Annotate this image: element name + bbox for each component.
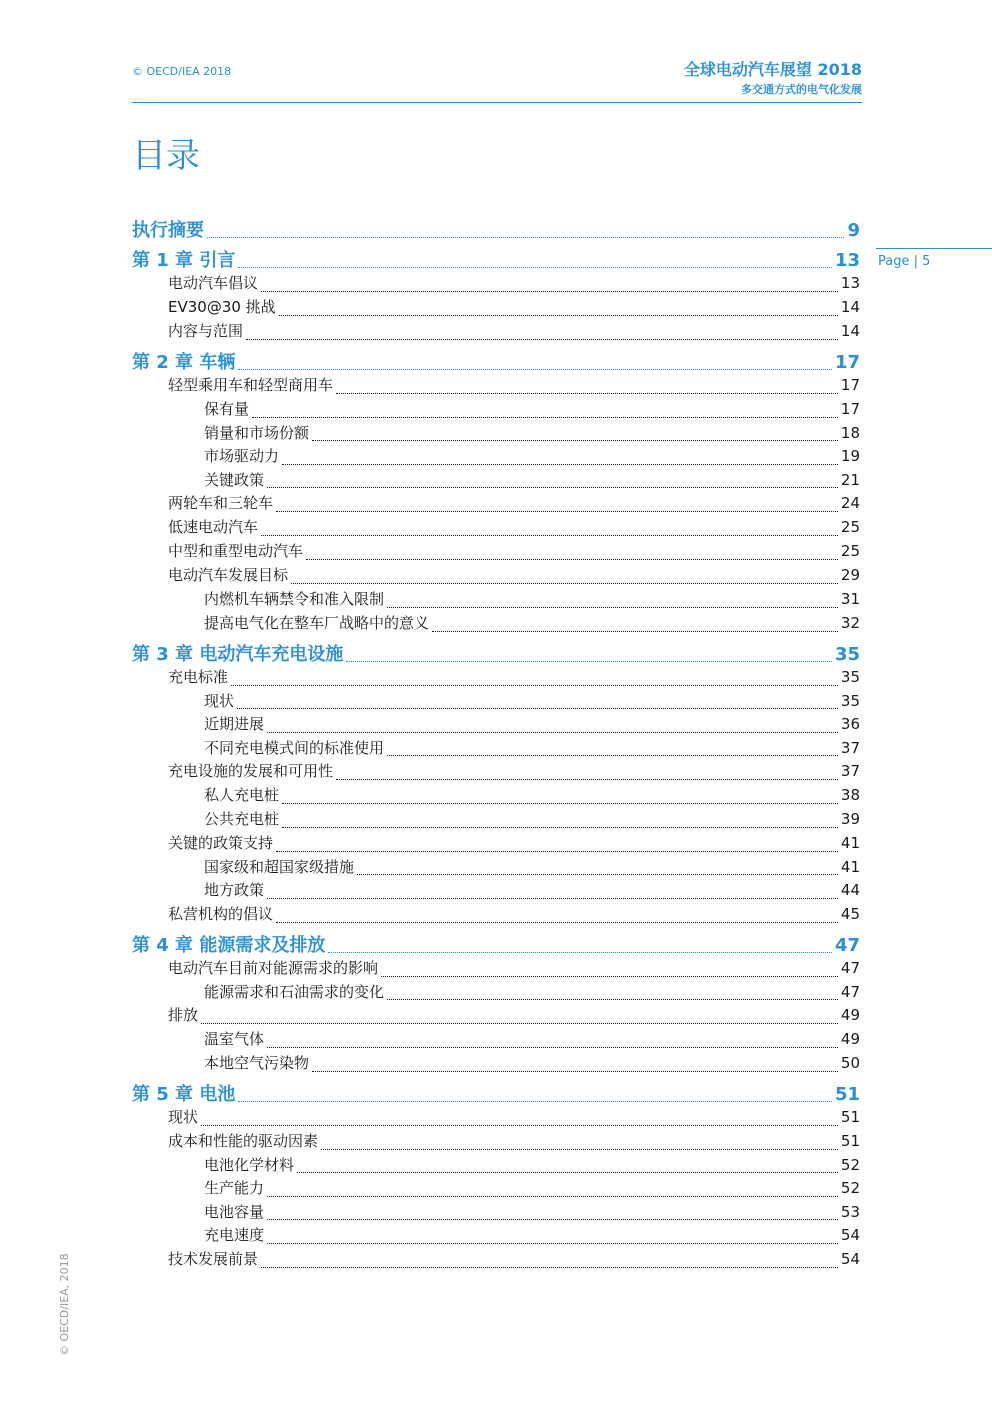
toc-entry[interactable] [132,808,860,832]
page-number: Page | 5 [878,254,931,269]
toc-dot-leader [261,534,838,536]
toc-entry-page: 52 [840,1155,860,1174]
toc-dot-leader [238,1100,832,1102]
toc-entry[interactable] [132,320,860,344]
toc-entry[interactable] [132,516,860,540]
toc-dot-leader [297,1171,838,1173]
toc-entry-page: 21 [840,470,860,489]
toc-entry-page: 47 [840,958,860,977]
toc-entry[interactable] [132,469,860,493]
toc-entry-label: 排放 [168,1006,199,1025]
toc-entry-label: 电池容量 [204,1202,265,1221]
toc-entry-label: 私营机构的倡议 [168,904,274,923]
toc-entry-label: 内燃机车辆禁令和准入限制 [204,590,385,609]
toc-entry[interactable] [132,1106,860,1130]
toc-entry-label: 现状 [204,691,235,710]
toc-dot-leader [336,392,838,394]
toc-entry-page: 41 [840,833,860,852]
toc-entry-label: 充电速度 [204,1226,265,1245]
toc-entry-page: 14 [840,322,860,340]
toc-dot-leader [267,1218,838,1220]
toc-entry-label: 不同充电模式间的标准使用 [204,738,385,757]
toc-entry[interactable] [132,445,860,469]
toc-entry[interactable] [132,690,860,714]
header-divider [132,102,862,103]
toc-entry-label: 现状 [168,1107,199,1126]
toc-entry-page: 39 [840,809,860,828]
toc-entry-label: 公共充电桩 [204,809,280,828]
toc-entry-label: 轻型乘用车和轻型商用车 [168,376,334,394]
toc-dot-leader [201,1124,838,1126]
toc-entry[interactable] [132,564,860,588]
toc-dot-leader [201,1022,838,1024]
toc-entry-label: 国家级和超国家级措施 [204,857,355,876]
toc-entry[interactable] [132,612,860,636]
toc-dot-leader [357,873,838,875]
toc-entry-label: 电动汽车倡议 [168,274,259,292]
toc-entry[interactable] [132,713,860,737]
toc-entry[interactable] [132,760,860,784]
toc-dot-leader [328,951,832,953]
toc-entry[interactable] [132,1154,860,1178]
toc-dot-leader [387,998,838,1000]
toc-entry[interactable] [132,737,860,761]
toc-entry-page: 24 [840,494,860,513]
toc-entry-label: 执行摘要 [132,220,204,241]
toc-entry-label: 电动汽车目前对能源需求的影响 [168,958,379,977]
toc-entry[interactable] [132,903,860,927]
toc-entry-page: 47 [840,982,860,1001]
toc-dot-leader [238,266,832,268]
toc-entry[interactable] [132,588,860,612]
toc-entry-label: 第 2 章 车辆 [132,352,236,373]
toc-entry-label: 内容与范围 [168,322,244,340]
toc-entry-label: 充电标准 [168,667,229,686]
toc-dot-leader [267,1242,838,1244]
toc-entry-page: 35 [840,667,860,686]
toc-entry-page: 17 [840,376,860,394]
toc-entry-label: 第 3 章 电动汽车充电设施 [132,643,344,665]
toc-entry-page: 13 [834,250,860,271]
toc-entry-page: 32 [840,613,860,632]
toc-dot-leader [336,778,838,780]
toc-dot-leader [246,338,838,340]
toc-entry-page: 14 [840,298,860,316]
toc-entry-label: 两轮车和三轮车 [168,494,274,513]
toc-entry[interactable] [132,296,860,320]
toc-dot-leader [346,660,832,662]
toc-entry-label: 保有量 [204,400,250,418]
toc-dot-leader [261,290,838,292]
toc-dot-leader [276,921,838,923]
toc-chapter-entry[interactable] [132,640,860,666]
toc-entry-label: 本地空气污染物 [204,1053,310,1072]
toc-entry[interactable] [132,856,860,880]
page-number-divider [876,248,992,249]
toc-entry-page: 31 [840,590,860,609]
toc-entry-page: 25 [840,542,860,561]
toc-entry-label: 成本和性能的驱动因素 [168,1131,319,1150]
toc-entry[interactable] [132,1004,860,1028]
toc-dot-leader [321,1148,838,1150]
toc-entry-page: 53 [840,1202,860,1221]
toc-dot-leader [267,1195,838,1197]
toc-dot-leader [267,731,838,733]
toc-entry-label: 第 5 章 电池 [132,1083,236,1105]
toc-entry-page: 37 [840,738,860,757]
toc-entry-label: 电池化学材料 [204,1155,295,1174]
toc-entry[interactable] [132,1201,860,1225]
toc-dot-leader [387,754,838,756]
toc-entry-page: 35 [840,691,860,710]
toc-dot-leader [237,707,838,709]
toc-entry-page: 44 [840,881,860,900]
toc-dot-leader [252,416,838,418]
toc-dot-leader [282,826,838,828]
toc-entry-label: EV30@30 挑战 [168,298,276,316]
toc-entry-label: 能源需求和石油需求的变化 [204,982,385,1001]
toc-entry-page: 51 [840,1131,860,1150]
toc-entry-page: 41 [840,857,860,876]
toc-entry-label: 技术发展前景 [168,1249,259,1268]
side-copyright: © OECD/IEA, 2018 [58,1253,71,1356]
toc-entry-page: 49 [840,1006,860,1025]
toc-chapter-entry[interactable] [132,1080,860,1106]
toc-entry-label: 低速电动汽车 [168,518,259,537]
toc-entry[interactable] [132,957,860,981]
toc-entry-page: 17 [840,400,860,418]
toc-entry[interactable] [132,1028,860,1052]
toc-entry-page: 38 [840,786,860,805]
toc-entry-label: 电动汽车发展目标 [168,566,289,585]
toc-entry-label: 第 1 章 引言 [132,250,236,271]
toc-dot-leader [291,582,838,584]
toc-chapter-entry[interactable] [132,216,860,242]
toc-dot-leader [238,368,832,370]
header-title-block [684,60,862,98]
toc-entry-label: 中型和重型电动汽车 [168,542,304,561]
toc-entry-page: 19 [840,447,860,466]
toc-entry-page: 54 [840,1249,860,1268]
toc-entry-label: 私人充电桩 [204,786,280,805]
toc-entry-page: 49 [840,1030,860,1049]
toc-entry-label: 充电设施的发展和可用性 [168,762,334,781]
toc-entry[interactable] [132,784,860,808]
toc-entry-page: 13 [840,274,860,292]
toc-entry-page: 54 [840,1226,860,1245]
toc-entry[interactable] [132,492,860,516]
toc-entry[interactable] [132,1130,860,1154]
toc-entry-page: 25 [840,518,860,537]
header-copyright: © OECD/IEA 2018 [132,65,232,78]
toc-dot-leader [261,1266,838,1268]
toc-dot-leader [306,558,838,560]
toc-entry[interactable] [132,398,860,422]
toc-entry[interactable] [132,832,860,856]
toc-dot-leader [282,463,838,465]
toc-dot-leader [312,439,838,441]
toc-entry-page: 52 [840,1179,860,1198]
toc-entry-label: 市场驱动力 [204,447,280,466]
toc-entry-page: 17 [834,352,860,373]
toc-entry[interactable] [132,1224,860,1248]
toc-dot-leader [207,236,844,238]
toc-entry-page: 47 [834,934,860,956]
toc-dot-leader [276,510,838,512]
toc-entry-label: 近期进展 [204,715,265,734]
toc-entry-page: 36 [840,715,860,734]
toc-chapter-entry[interactable] [132,931,860,957]
toc-dot-leader [276,850,838,852]
toc-entry-page: 18 [840,423,860,442]
toc-chapter-entry[interactable] [132,348,860,374]
toc-entry-page: 50 [840,1053,860,1072]
toc-entry-page: 29 [840,566,860,585]
toc-dot-leader [381,975,838,977]
toc-entry[interactable] [132,666,860,690]
toc-dot-leader [267,897,838,899]
toc-entry[interactable] [132,1177,860,1201]
toc-dot-leader [432,630,838,632]
toc-dot-leader [267,1046,838,1048]
toc-dot-leader [267,486,838,488]
toc-dot-leader [282,802,838,804]
toc-entry-label: 提高电气化在整车厂战略中的意义 [204,613,430,632]
toc-entry-page: 51 [840,1107,860,1126]
toc-entry[interactable] [132,422,860,446]
page-title: 目录 [132,136,200,176]
toc-entry-page: 37 [840,762,860,781]
toc-entry-page: 51 [834,1083,860,1105]
toc-entry[interactable] [132,374,860,398]
toc-entry[interactable] [132,981,860,1005]
toc-entry[interactable] [132,1052,860,1076]
toc-dot-leader [387,606,838,608]
report-subtitle: 多交通方式的电气化发展 [741,83,862,96]
toc-entry-label: 第 4 章 能源需求及排放 [132,934,326,956]
toc-entry-label: 温室气体 [204,1030,265,1049]
toc-dot-leader [312,1070,838,1072]
toc-entry-page: 45 [840,904,860,923]
toc-entry-page: 9 [847,220,860,241]
toc-entry[interactable] [132,1248,860,1272]
toc-dot-leader [231,684,838,686]
toc-entry[interactable] [132,879,860,903]
toc-chapter-entry[interactable] [132,246,860,272]
toc-entry[interactable] [132,272,860,296]
toc-entry[interactable] [132,540,860,564]
toc-entry-label: 销量和市场份额 [204,423,310,442]
toc-entry-page: 35 [834,643,860,665]
toc-entry-label: 关键的政策支持 [168,833,274,852]
toc-entry-label: 生产能力 [204,1179,265,1198]
toc-entry-label: 地方政策 [204,881,265,900]
toc-entry-label: 关键政策 [204,470,265,489]
report-title: 全球电动汽车展望 2018 [683,60,862,79]
table-of-contents [132,212,860,1272]
toc-dot-leader [279,314,838,316]
